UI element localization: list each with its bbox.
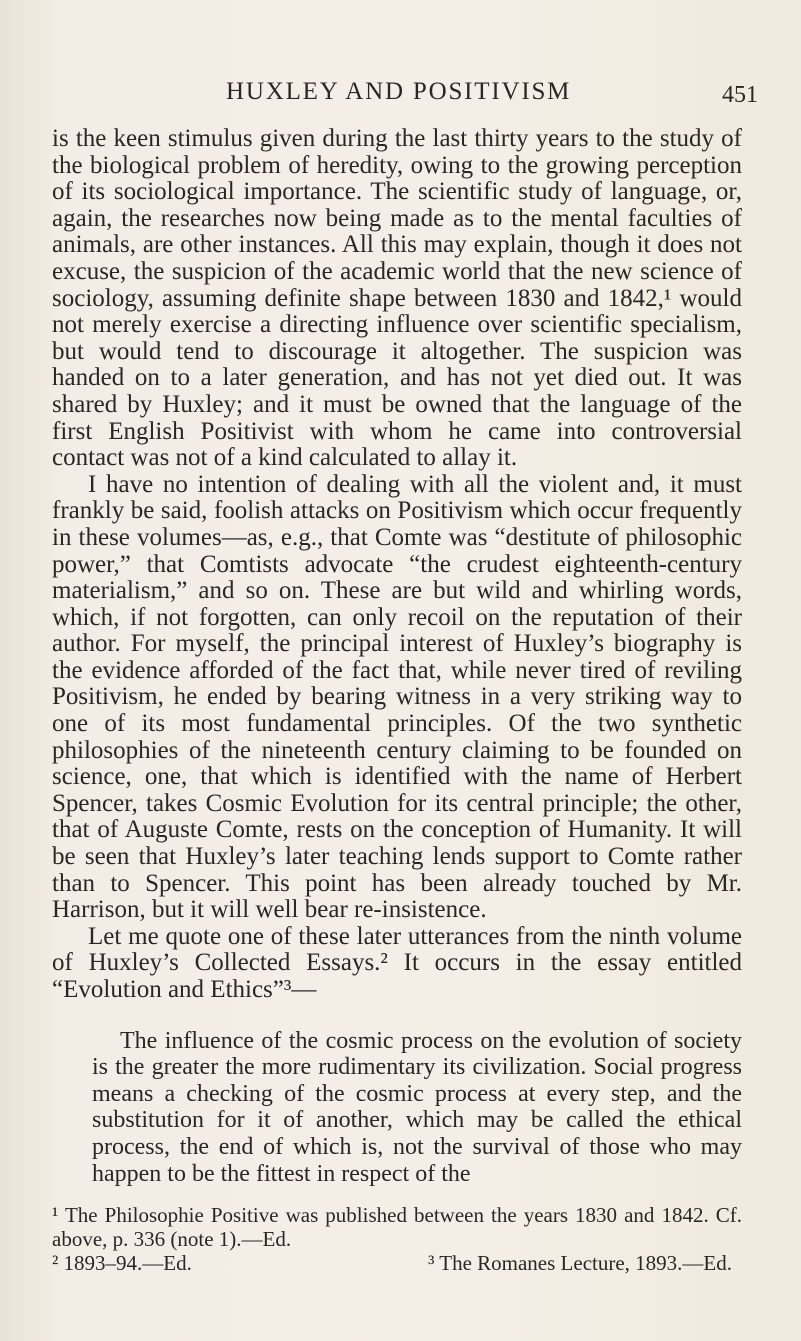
- page-number: 451: [722, 82, 758, 108]
- footnote-2: ² 1893–94.—Ed.: [52, 1251, 192, 1276]
- footnote-3: ³ The Romanes Lecture, 1893.—Ed.: [428, 1251, 732, 1276]
- footnote-1: ¹ The Philosophie Positive was published between the years 1830 and 1842. Cf. above, p. 336 (note 1).—Ed.: [52, 1203, 742, 1252]
- body-text: [52, 126, 742, 1275]
- paragraph-2: I have no intention of dealing with all the violent and, it must frankly be said, foolish attacks on Positivism which occur frequently in these volumes—as, e.g., that Comte was “destitute of philosophic power,” that Comtists advocate “the crudest eighteenth-century materialism,” and so on. These are but wild and whirling words, which, if not forgotten, can only recoil on the reputation of their author. For myself, the principal interest of Huxley’s biography is the evidence afforded of the fact that, while never tired of reviling Positivism, he ended by bearing witness in a very striking way to one of its most fundamental principles. Of the two synthetic philosophies of the nineteenth century claiming to be founded on science, one, that which is identified with the name of Herbert Spencer, takes Cosmic Evolution for its central principle; the other, that of Auguste Comte, rests on the conception of Humanity. It will be seen that Huxley’s later teaching lends support to Comte rather than to Spencer. This point has been already touched by Mr. Harrison, but it will well bear re-insistence.: [52, 470, 742, 924]
- footnote-row: [52, 1251, 742, 1275]
- block-quote: The influence of the cosmic process on the evolution of society is the greater the more rudimentary its civilization. Social progress means a checking of the cosmic process at every step, and the substitution for it of another, which may be called the ethical process, the end of which is, not the survival of those who may happen to be the fittest in respect of the: [92, 1027, 742, 1187]
- paragraph-1: is the keen stimulus given during the last thirty years to the study of the biological problem of heredity, owing to the growing perception of its sociological importance. The scientific study of language, or, again, the researches now being made as to the mental faculties of animals, are other instances. All this may explain, though it does not excuse, the suspicion of the academic world that the new science of sociology, assuming definite shape between 1830 and 1842,¹ would not merely exercise a directing influence over scientific specialism, but would tend to discourage it altogether. The suspicion was handed on to a later generation, and has not yet died out. It was shared by Huxley; and it must be owned that the language of the first English Positivist with whom he came into controversial contact was not of a kind calculated to allay it.: [52, 125, 742, 472]
- footnotes: [52, 1203, 742, 1275]
- running-head: HUXLEY AND POSITIVISM: [226, 78, 572, 105]
- paragraph-3: Let me quote one of these later utterances from the ninth volume of Huxley’s Collected Essays.² It occurs in the essay entitled “Evolution and Ethics”³—: [52, 922, 742, 1003]
- page-header: [0, 78, 801, 112]
